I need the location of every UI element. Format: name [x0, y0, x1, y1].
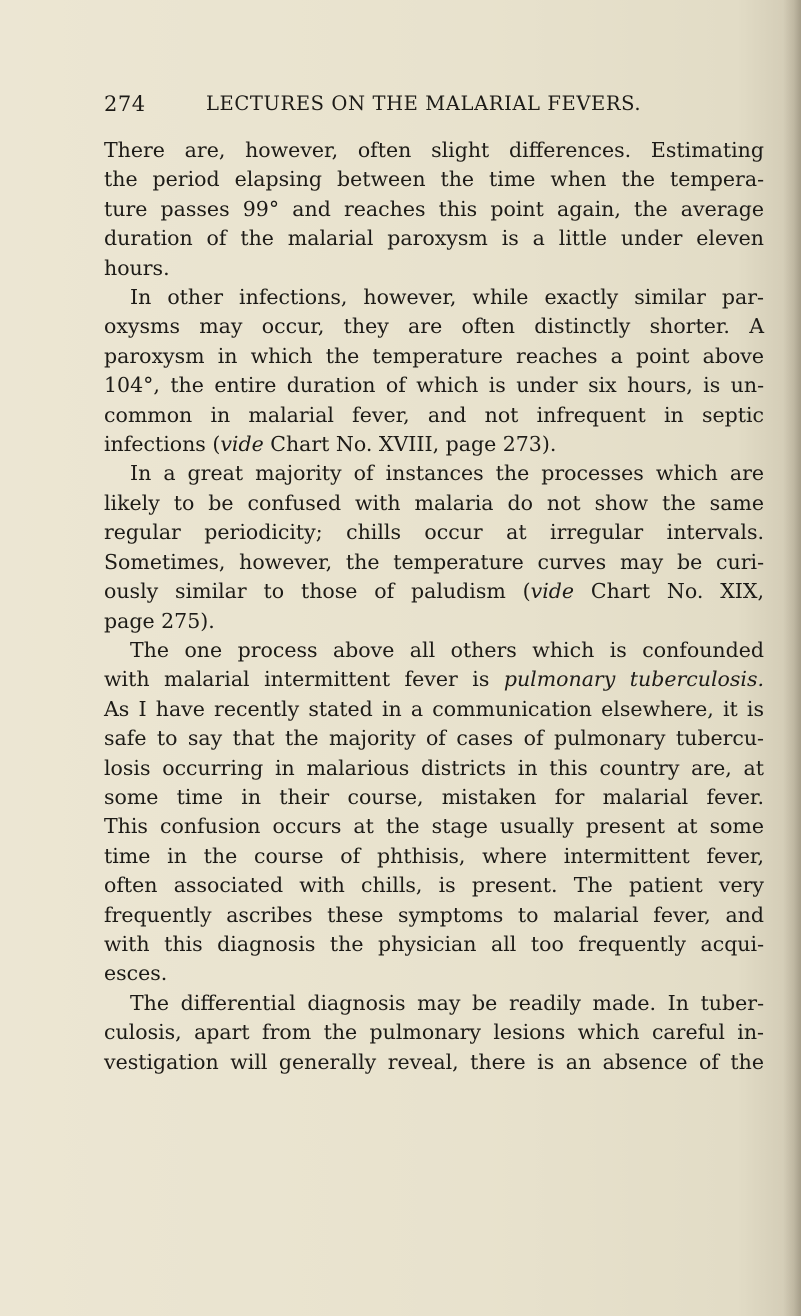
text-line: As I have recently stated in a communication elsewhere, it is: [104, 696, 764, 721]
text-line: with this diagnosis the physician all too frequently acqui-: [104, 931, 764, 956]
text-line: duration of the malarial paroxysm is a little under eleven: [104, 226, 764, 251]
text-line: This confusion occurs at the stage usually present at some: [104, 814, 764, 839]
italic-text: vide: [220, 432, 264, 457]
text-line: Sometimes, however, the temperature curves may be curi-: [104, 549, 764, 574]
paragraph-start-line: The differential diagnosis may be readily made. In tuber-: [130, 990, 764, 1015]
text-line: regular periodicity; chills occur at irregular intervals.: [104, 520, 764, 545]
text-run: Chart No. XVIII, page 273).: [263, 432, 557, 457]
text-run: Chart No. XIX,: [574, 579, 765, 604]
text-line: safe to say that the majority of cases of pulmonary tubercu-: [104, 726, 764, 751]
running-title: LECTURES ON THE MALARIAL FEVERS.: [206, 92, 642, 115]
paragraph-start-line: In other infections, however, while exactly similar par-: [130, 285, 764, 310]
text-line: likely to be confused with malaria do not show the same: [104, 490, 764, 515]
text-line: 104°, the entire duration of which is under six hours, is un-: [104, 373, 764, 398]
text-line: the period elapsing between the time when the tempera-: [104, 167, 764, 192]
text-run: infections (: [104, 432, 221, 457]
text-line: oxysms may occur, they are often distinctly shorter. A: [104, 314, 764, 339]
text-line: There are, however, often slight differences. Estimating: [104, 138, 764, 162]
italic-text: vide: [530, 579, 575, 604]
italic-text: pulmonary tuberculosis.: [503, 667, 764, 692]
text-line: common in malarial fever, and not infrequent in septic: [104, 402, 764, 427]
paragraph-start-line: In a great majority of instances the processes which are: [130, 461, 764, 486]
text-line: vestigation will generally reveal, there is an absence of the: [104, 1049, 764, 1074]
text-line: often associated with chills, is present. The patient very: [104, 873, 764, 898]
page-number: 274: [104, 92, 146, 116]
text-line: frequently ascribes these symptoms to malarial fever, and: [104, 902, 764, 927]
text-line: [104, 577, 764, 606]
text-line: some time in their course, mistaken for malarial fever.: [104, 784, 764, 809]
text-line: paroxysm in which the temperature reaches a point above: [104, 343, 764, 368]
text-line: culosis, apart from the pulmonary lesions which careful in-: [104, 1020, 764, 1045]
text-line: [104, 665, 764, 694]
text-run: with malarial intermittent fever is: [104, 667, 504, 692]
text-line: time in the course of phthisis, where intermittent fever,: [104, 843, 764, 868]
page-edge-shadow: [783, 0, 801, 1316]
body-text: [104, 136, 764, 1077]
running-header: [104, 92, 764, 122]
text-line: ture passes 99° and reaches this point again, the average: [104, 196, 764, 221]
text-line: hours.: [104, 255, 170, 280]
text-run: ously similar to those of paludism (: [104, 579, 531, 604]
text-line: page 275).: [104, 608, 215, 633]
text-line: esces.: [104, 961, 168, 986]
text-line: losis occurring in malarious districts in this country are, at: [104, 755, 764, 780]
text-line: [104, 430, 764, 459]
paragraph-start-line: The one process above all others which is confounded: [130, 637, 764, 662]
